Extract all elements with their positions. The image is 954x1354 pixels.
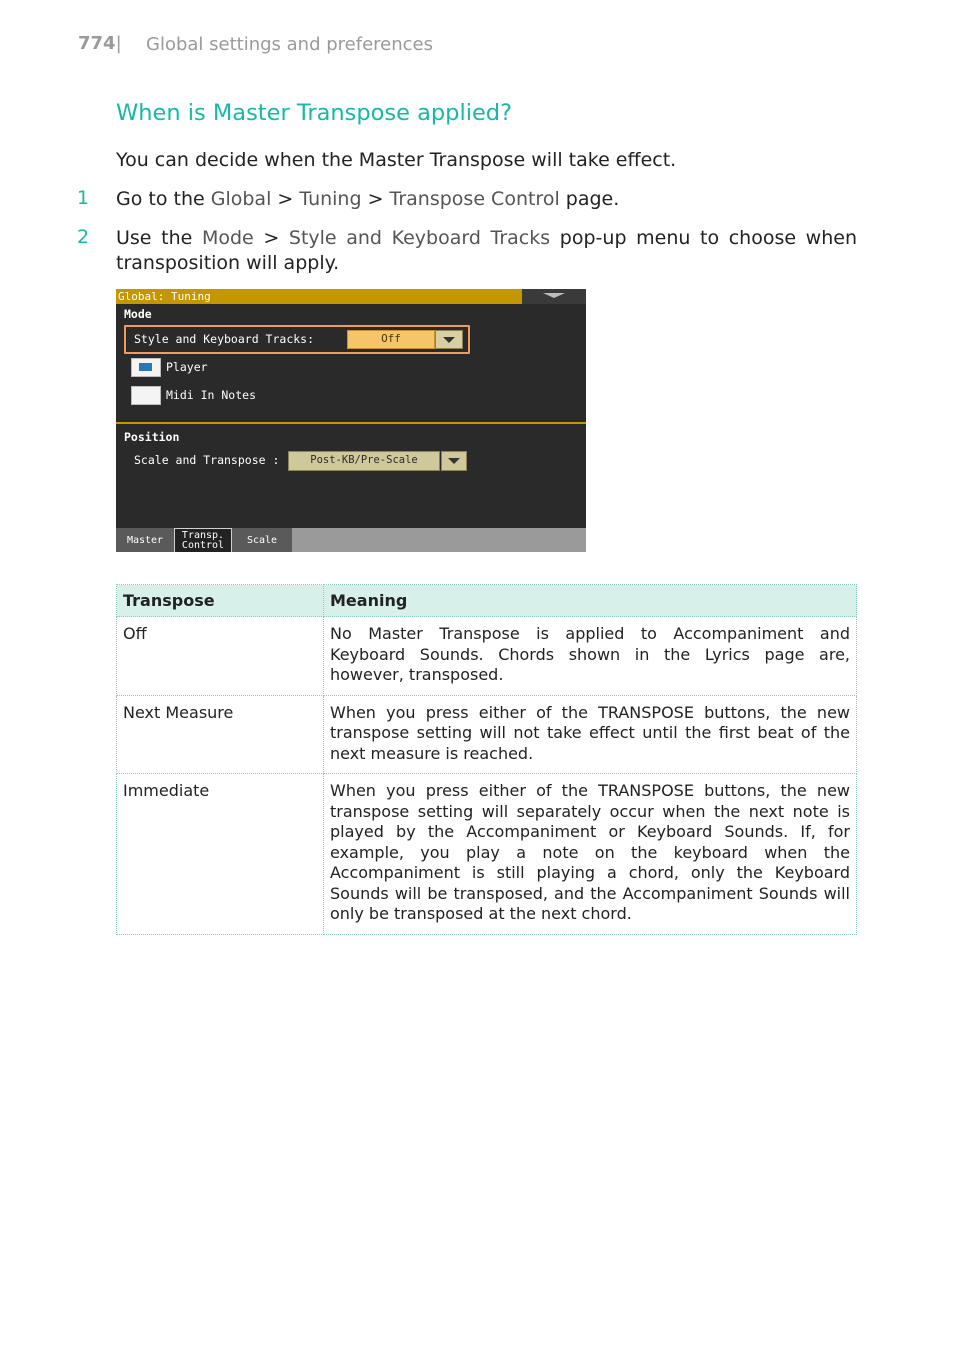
style-keyboard-tracks-label: Style and Keyboard Tracks: xyxy=(134,332,315,346)
scale-transpose-value: Post-KB/Pre-Scale xyxy=(310,454,418,466)
tab-master[interactable]: Master xyxy=(116,528,174,552)
tab-transpose-control[interactable]: Transp. Control xyxy=(174,528,232,552)
table-row xyxy=(117,774,857,935)
ui-ref-global: Global xyxy=(210,188,272,210)
player-checkbox[interactable] xyxy=(131,358,161,377)
transpose-cell: Next Measure xyxy=(117,695,324,774)
transpose-cell: Immediate xyxy=(117,774,324,935)
mode-section-label: Mode xyxy=(124,307,152,321)
check-indicator-icon xyxy=(139,363,152,371)
chevron-down-icon xyxy=(448,458,460,464)
ui-ref-tuning: Tuning xyxy=(299,188,362,210)
midi-in-notes-checkbox[interactable] xyxy=(131,386,161,405)
scale-transpose-dropdown[interactable] xyxy=(441,451,467,471)
transpose-cell: Off xyxy=(117,617,324,696)
step-text: Go to the Global > Tuning > Transpose Control page. xyxy=(116,188,620,210)
step-text: Use the Mode > Style and Keyboard Tracks pop-up menu to choose when transposition will apply. xyxy=(116,227,857,274)
intro-paragraph: You can decide when the Master Transpose will take effect. xyxy=(116,149,677,171)
page-number: 774| xyxy=(78,33,122,54)
column-header: Transpose xyxy=(117,585,324,617)
screen-title: Global: Tuning xyxy=(118,290,211,303)
transpose-meaning-table xyxy=(116,584,857,935)
scale-transpose-label: Scale and Transpose : xyxy=(134,453,280,467)
scale-transpose-select[interactable] xyxy=(288,451,440,471)
tab-scale[interactable]: Scale xyxy=(232,528,292,552)
position-section-label: Position xyxy=(124,430,180,444)
section-divider xyxy=(116,422,586,424)
table-row xyxy=(117,695,857,774)
column-header: Meaning xyxy=(324,585,857,617)
player-label: Player xyxy=(166,360,208,374)
table-header-row xyxy=(117,585,857,617)
meaning-cell: No Master Transpose is applied to Accompaniment and Keyboard Sounds. Chords shown in the Lyrics page are, however, transposed. xyxy=(324,617,857,696)
meaning-cell: When you press either of the TRANSPOSE buttons, the new transpose setting will separately occur when the next note is played by the Accompaniment or Keyboard Sounds. If, for example, you play a note on the keyboard when the Accompaniment is still playing a chord, only the Keyboard Sounds will be transposed, and the Accompaniment Sounds will only be transposed at the next chord. xyxy=(324,774,857,935)
section-heading: When is Master Transpose applied? xyxy=(116,100,513,126)
running-header: Global settings and preferences xyxy=(146,34,433,55)
style-keyboard-tracks-select[interactable] xyxy=(347,330,435,349)
meaning-cell: When you press either of the TRANSPOSE buttons, the new transpose setting will not take effect until the first beat of the next measure is reached. xyxy=(324,695,857,774)
ui-ref-transpose-control: Transpose Control xyxy=(389,188,560,210)
chevron-down-icon xyxy=(443,337,455,343)
tuning-screen xyxy=(116,289,586,552)
step-number: 1 xyxy=(77,187,90,209)
step-number: 2 xyxy=(77,226,90,248)
page-menu-icon xyxy=(543,293,565,298)
style-keyboard-tracks-value: Off xyxy=(381,332,401,345)
ui-ref-style-keyboard-tracks: Style and Keyboard Tracks xyxy=(288,227,551,249)
style-keyboard-tracks-dropdown[interactable] xyxy=(435,330,463,349)
ui-ref-mode: Mode xyxy=(201,227,254,249)
midi-in-notes-label: Midi In Notes xyxy=(166,388,257,402)
table-row xyxy=(117,617,857,696)
